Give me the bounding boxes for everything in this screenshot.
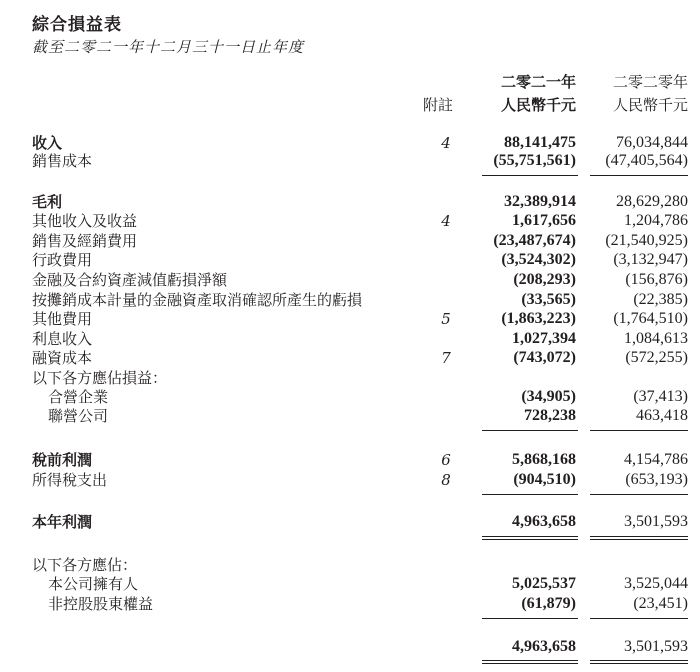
row-note: 5: [441, 310, 451, 328]
row-gross-profit: [0, 192, 700, 212]
row-revenue: [0, 133, 700, 153]
row-interest-income: [0, 329, 700, 349]
unit-2020-header: 人民幣千元: [612, 96, 688, 114]
underline-2021: [482, 175, 578, 176]
value-2021: (33,565): [521, 291, 576, 308]
value-2020: (22,385): [633, 291, 688, 308]
row-note: 8: [441, 471, 451, 489]
double-underline-2021: [482, 536, 578, 540]
value-2020: 3,501,593: [624, 638, 688, 655]
row-label: 銷售及經銷費用: [32, 232, 138, 250]
value-2020: (653,193): [625, 471, 688, 488]
value-2020: (3,132,947): [613, 251, 688, 268]
value-2021: (904,510): [513, 471, 576, 488]
row-label: 按攤銷成本計量的金融資產取消確認所產生的虧損: [32, 291, 363, 309]
row-label: 稅前利潤: [32, 451, 93, 469]
row-associates: [0, 406, 700, 426]
value-2020: 28,629,280: [616, 193, 688, 210]
underline-2020: [590, 494, 688, 495]
value-2020: 1,204,786: [624, 212, 688, 229]
row-cost-of-sales: [0, 151, 700, 171]
value-2020: 463,418: [636, 407, 688, 424]
value-2021: (55,751,561): [493, 152, 576, 169]
row-label: 利息收入: [32, 330, 93, 348]
unit-2021-header: 人民幣千元: [500, 96, 576, 114]
row-profit-before-tax: [0, 450, 700, 470]
value-2021: 1,027,394: [512, 330, 576, 347]
row-label: 收入: [32, 134, 63, 152]
value-2021: (61,879): [521, 595, 576, 612]
row-owners-of-company: [0, 574, 700, 594]
row-label: 銷售成本: [32, 152, 93, 170]
value-2021: 88,141,475: [504, 134, 576, 151]
row-total-attributable: [0, 637, 700, 657]
row-note: 7: [441, 349, 451, 367]
row-label: 聯營公司: [48, 407, 109, 425]
value-2020: (21,540,925): [605, 232, 688, 249]
row-share-of-profit-heading: [0, 368, 700, 388]
value-2020: 76,034,844: [616, 134, 688, 151]
value-2021: 5,025,537: [512, 575, 576, 592]
row-finance-costs: [0, 348, 700, 368]
value-2021: 5,868,168: [512, 451, 576, 468]
row-label: 本年利潤: [32, 513, 93, 531]
value-2021: 4,963,658: [512, 638, 576, 655]
value-2021: (1,863,223): [501, 310, 576, 327]
row-label: 其他費用: [32, 310, 93, 328]
value-2020: 4,154,786: [624, 451, 688, 468]
row-label: 合營企業: [48, 388, 109, 406]
row-derecognition-loss: [0, 290, 700, 310]
statement-subtitle: 截至二零二一年十二月三十一日止年度: [32, 38, 305, 56]
underline-2021: [482, 618, 578, 619]
value-2021: 1,617,656: [512, 212, 576, 229]
year-2020-header: 二零二零年: [612, 73, 688, 91]
row-note: 4: [441, 134, 451, 152]
row-attributable-heading: [0, 555, 700, 575]
value-2021: (743,072): [513, 349, 576, 366]
row-impairment: [0, 270, 700, 290]
value-2020: (1,764,510): [613, 310, 688, 327]
value-2020: (23,451): [633, 595, 688, 612]
value-2021: (208,293): [513, 271, 576, 288]
row-admin-expenses: [0, 250, 700, 270]
row-profit-for-year: [0, 512, 700, 532]
row-label: 其他收入及收益: [32, 212, 138, 230]
row-label: 融資成本: [32, 349, 93, 367]
value-2021: 728,238: [524, 407, 576, 424]
row-label: 金融及合約資產減值虧損淨額: [32, 271, 228, 289]
row-non-controlling-interests: [0, 594, 700, 614]
value-2021: (34,905): [521, 388, 576, 405]
note-column-header: 附註: [423, 96, 454, 114]
value-2021: 4,963,658: [512, 513, 576, 530]
row-label: 本公司擁有人: [48, 575, 139, 593]
value-2020: 1,084,613: [624, 330, 688, 347]
value-2020: 3,501,593: [624, 513, 688, 530]
row-label: 行政費用: [32, 251, 93, 269]
row-joint-ventures: [0, 387, 700, 407]
row-income-tax: [0, 470, 700, 490]
underline-2020: [590, 175, 688, 176]
value-2020: (47,405,564): [605, 152, 688, 169]
year-2021-header: 二零二一年: [500, 73, 576, 91]
value-2021: 32,389,914: [504, 193, 576, 210]
statement-title: 綜合損益表: [32, 15, 122, 35]
underline-2021: [482, 494, 578, 495]
value-2020: (156,876): [625, 271, 688, 288]
value-2020: 3,525,044: [624, 575, 688, 592]
row-label: 以下各方應佔：: [32, 556, 138, 574]
underline-2020: [590, 618, 688, 619]
row-note: 6: [441, 451, 451, 469]
underline-2021: [482, 430, 578, 431]
row-note: 4: [441, 212, 451, 230]
double-underline-2020: [590, 660, 688, 664]
value-2021: (23,487,674): [493, 232, 576, 249]
row-label: 以下各方應佔損益：: [32, 369, 168, 387]
row-label: 非控股股東權益: [48, 595, 154, 613]
underline-2020: [590, 430, 688, 431]
row-label: 所得稅支出: [32, 471, 108, 489]
row-other-expenses: [0, 309, 700, 329]
value-2020: (37,413): [633, 388, 688, 405]
value-2020: (572,255): [625, 349, 688, 366]
row-other-income: [0, 211, 700, 231]
row-label: 毛利: [32, 193, 63, 211]
double-underline-2020: [590, 536, 688, 540]
row-selling-expenses: [0, 231, 700, 251]
double-underline-2021: [482, 660, 578, 664]
value-2021: (3,524,302): [501, 251, 576, 268]
